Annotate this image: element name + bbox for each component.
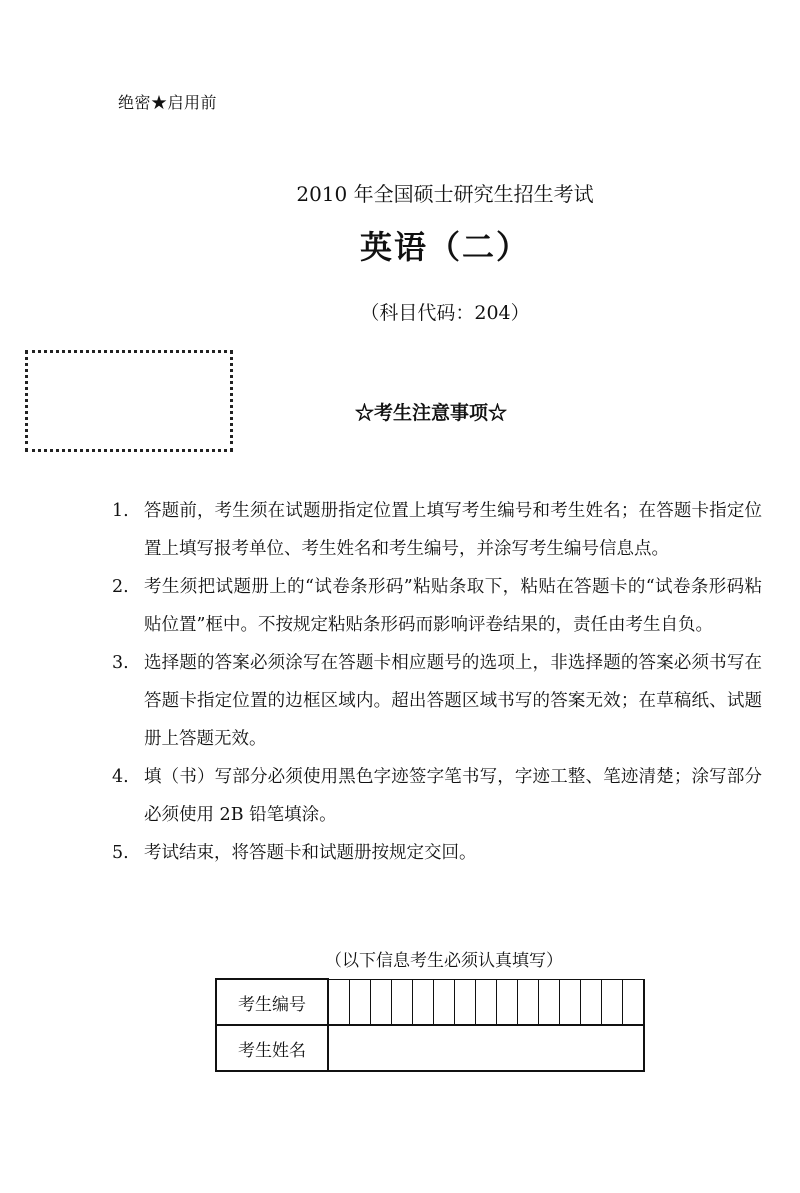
instruction-text: 答题前，考生须在试题册指定位置上填写考生编号和考生姓名；在答题卡指定位置上填写报考单位、考生姓名和考生编号，并涂写考生编号信息点。 — [144, 501, 762, 559]
barcode-placement-box — [25, 350, 233, 452]
subject-code: （科目代码：204） — [360, 302, 530, 324]
exam-number-digit-cell[interactable] — [476, 979, 497, 1025]
subject-title: 英语（二） — [359, 228, 530, 266]
instruction-item — [112, 492, 762, 568]
exam-number-digit-cell[interactable] — [413, 979, 434, 1025]
instruction-number: 4. — [112, 767, 129, 787]
instruction-number: 3. — [112, 653, 129, 673]
exam-number-digit-cell[interactable] — [602, 979, 623, 1025]
exam-number-digit-cell[interactable] — [497, 979, 518, 1025]
instruction-number: 1. — [112, 501, 129, 521]
exam-number-digit-cell[interactable] — [371, 979, 392, 1025]
instruction-text: 考生须把试题册上的“试卷条形码”粘贴条取下，粘贴在答题卡的“试卷条形码粘贴位置”框中。不按规定粘贴条形码而影响评卷结果的，责任由考生自负。 — [144, 577, 762, 635]
instruction-list — [112, 492, 762, 872]
instruction-item — [112, 834, 762, 872]
exam-number-digit-cell[interactable] — [350, 979, 371, 1025]
instruction-text: 选择题的答案必须涂写在答题卡相应题号的选项上，非选择题的答案必须书写在答题卡指定位置的边框区域内。超出答题区域书写的答案无效；在草稿纸、试题册上答题无效。 — [144, 653, 762, 749]
exam-number-row — [216, 979, 644, 1025]
exam-number-digit-cell[interactable] — [328, 979, 350, 1025]
instruction-number: 5. — [112, 843, 129, 863]
exam-title: 2010 年全国硕士研究生招生考试 — [296, 182, 594, 206]
candidate-info-table — [215, 978, 645, 1072]
exam-number-digit-cell[interactable] — [455, 979, 476, 1025]
exam-number-digit-cell[interactable] — [434, 979, 455, 1025]
name-row — [216, 1025, 644, 1071]
fill-note: （以下信息考生必须认真填写） — [325, 951, 563, 971]
instruction-text: 填（书）写部分必须使用黑色字迹签字笔书写，字迹工整、笔迹清楚；涂写部分必须使用 2B 铅笔填涂。 — [144, 767, 762, 825]
name-field[interactable] — [328, 1025, 644, 1071]
instruction-item — [112, 568, 762, 644]
exam-number-digit-cell[interactable] — [560, 979, 581, 1025]
name-label: 考生姓名 — [216, 1025, 328, 1071]
exam-number-digit-cell[interactable] — [581, 979, 602, 1025]
exam-number-digit-cell[interactable] — [539, 979, 560, 1025]
notice-heading: ☆考生注意事项☆ — [355, 402, 508, 424]
exam-number-label: 考生编号 — [216, 979, 328, 1025]
instruction-item — [112, 758, 762, 834]
instruction-number: 2. — [112, 577, 129, 597]
instruction-text: 考试结束，将答题卡和试题册按规定交回。 — [144, 843, 477, 863]
exam-number-digit-cell[interactable] — [518, 979, 539, 1025]
exam-number-digit-cell[interactable] — [392, 979, 413, 1025]
exam-number-digit-cell[interactable] — [623, 979, 645, 1025]
instruction-item — [112, 644, 762, 758]
secret-mark: 绝密★启用前 — [118, 93, 218, 112]
